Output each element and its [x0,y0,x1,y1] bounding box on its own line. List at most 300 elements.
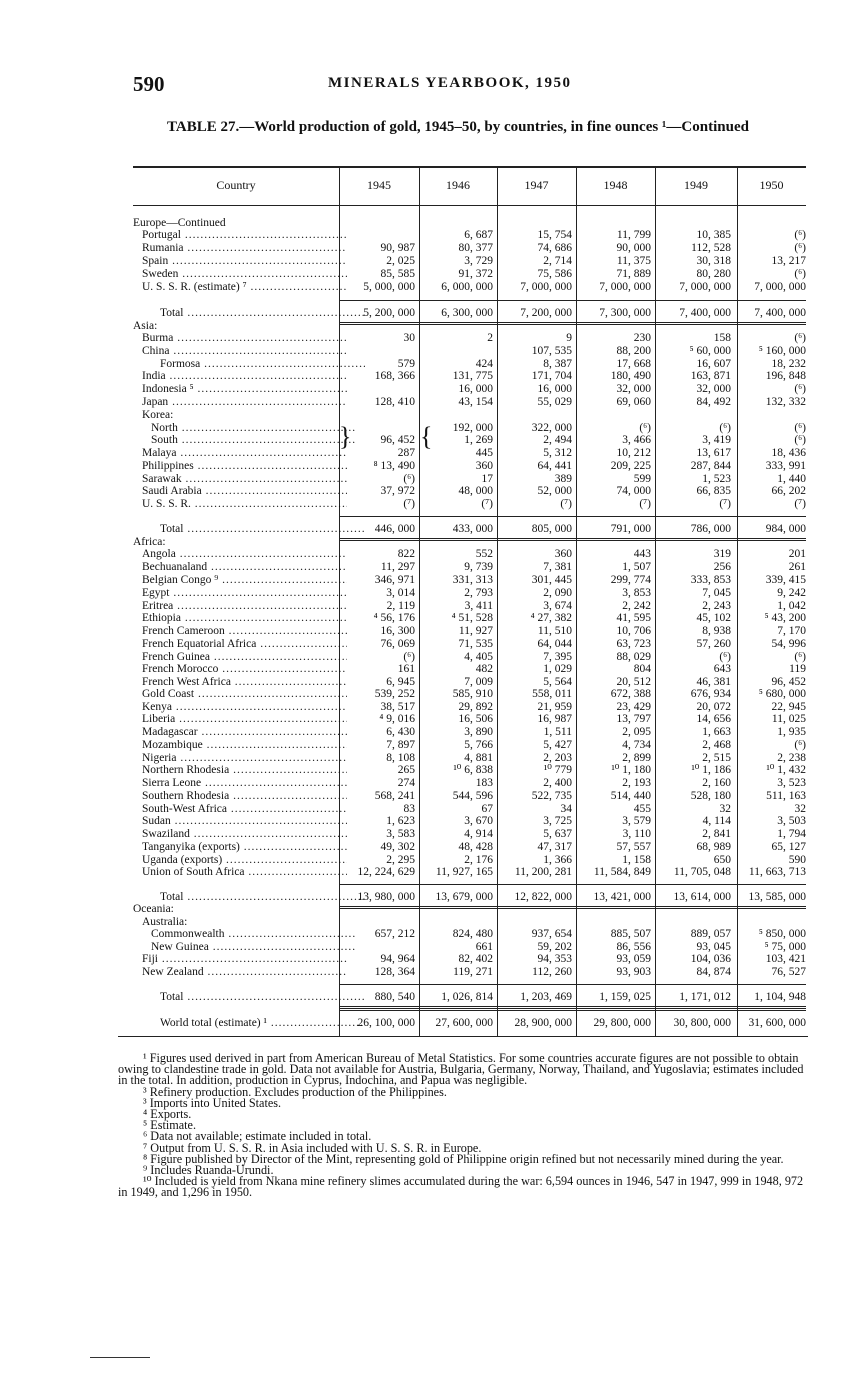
cell-1949: 333, 853 [690,574,731,586]
cell-1949: 20, 072 [696,701,731,713]
cell-1949: 93, 045 [696,941,731,953]
cell-1946: 4, 914 [464,828,493,840]
cell-1950: ⁵ 680, 000 [758,688,806,700]
cell-1946: 3, 890 [464,726,493,738]
total-row [133,523,806,536]
cell-1946: (⁷) [481,498,493,510]
cell-1945: 346, 971 [374,574,415,586]
row-label: Nigeria ..... [133,752,347,765]
cell-1945: 274 [397,777,415,789]
cell-1945: 3, 014 [386,587,415,599]
cell-1947: 12, 822, 000 [514,891,572,903]
cell-1949: 4, 114 [702,815,731,827]
cell-1948: 10, 706 [616,625,651,637]
cell-1949: (⁶) [719,651,731,663]
table-row [133,422,806,435]
cell-1945: 37, 972 [380,485,415,497]
total-double-rule [339,538,806,541]
cell-1947: 11, 200, 281 [514,866,572,878]
table-row [133,688,806,701]
row-label: Belgian Congo ⁹ ..... [133,574,347,587]
cell-1950: 196, 848 [765,370,806,382]
table-row [133,726,806,739]
cell-1948: 13, 797 [616,713,651,725]
cell-1950: (⁶) [794,739,806,751]
row-label: Total ..... [133,991,365,1004]
cell-1945: 880, 540 [374,991,415,1003]
header-year: 1947 [524,178,549,192]
table-row [133,713,806,726]
cell-1948: 1, 159, 025 [599,991,651,1003]
cell-1950: 3, 523 [777,777,806,789]
cell-1946: 3, 670 [464,815,493,827]
cell-1945: 657, 212 [374,928,415,940]
cell-1946: 16, 506 [458,713,493,725]
cell-1945: 5, 000, 000 [363,281,415,293]
cell-1950: 22, 945 [771,701,806,713]
cell-1946: 11, 927, 165 [435,866,493,878]
cell-1950: 66, 202 [771,485,806,497]
row-label: French Guinea ..... [133,651,347,664]
footnote: ⁷ Output from U. S. S. R. in Asia included with U. S. S. R. in Europe. [143,1140,482,1155]
cell-1945: 11, 297 [380,561,415,573]
cell-1946: 67 [481,803,493,815]
cell-1949: ⁵ 60, 000 [689,345,731,357]
cell-1949: 528, 180 [690,790,731,802]
table-row [133,473,806,486]
table-row [133,625,806,638]
table-row [133,587,806,600]
footnote: ³ Refinery production. Excludes production of the Philippines. [143,1084,447,1099]
cell-1949: 16, 607 [696,358,731,370]
cell-1948: 299, 774 [610,574,651,586]
row-label: North ..... [133,422,356,435]
cell-1945: (⁷) [403,498,415,510]
cell-1948: 4, 734 [622,739,651,751]
cell-1949: 84, 492 [696,396,731,408]
cell-1950: 3, 503 [777,815,806,827]
cell-1948: 3, 466 [622,434,651,446]
cell-1946: 7, 009 [464,676,493,688]
cell-1950: 18, 232 [771,358,806,370]
table-row [133,383,806,396]
cell-1948: 11, 799 [616,229,651,241]
cell-1950: 1, 042 [777,600,806,612]
row-label: Australia: [142,916,188,928]
table-row [133,764,806,777]
row-label: Malaya ..... [133,447,347,460]
cell-1950: (⁶) [794,651,806,663]
cell-1949: 80, 280 [696,268,731,280]
cell-1945: 26, 100, 000 [357,1017,415,1029]
cell-1947: 3, 725 [543,815,572,827]
cell-1945: 2, 025 [386,255,415,267]
cell-1949: 676, 934 [690,688,731,700]
cell-1947: 107, 535 [531,345,572,357]
cell-1948: 86, 556 [616,941,651,953]
row-label: French West Africa ..... [133,676,347,689]
cell-1946: 4, 405 [464,651,493,663]
table-row [133,866,806,879]
cell-1949: 13, 614, 000 [673,891,731,903]
cell-1950: ¹⁰ 1, 432 [766,764,806,776]
cell-1948: 13, 421, 000 [593,891,651,903]
cell-1946: 17 [481,473,493,485]
cell-1948: 7, 000, 000 [599,281,651,293]
cell-1947: 64, 441 [537,460,572,472]
cell-1948: (⁷) [639,498,651,510]
total-row [133,891,806,904]
cell-1948: 443 [633,548,651,560]
row-label: Mozambique ..... [133,739,347,752]
total-double-rule [339,1006,806,1009]
row-label: U. S. S. R. ..... [133,498,347,511]
cell-1946: 2, 176 [464,854,493,866]
cell-1948: 1, 507 [622,561,651,573]
table-row [133,739,806,752]
row-label: Oceania: [133,903,174,915]
table-row [133,242,806,255]
cell-1949: 3, 419 [702,434,731,446]
row-label: Spain ..... [133,255,347,268]
cell-1946: 71, 535 [458,638,493,650]
page-bottom-rule [90,1357,150,1358]
cell-1950: 32 [794,803,806,815]
total-double-rule [339,322,806,325]
header-year: 1948 [603,178,628,192]
cell-1949: 57, 260 [696,638,731,650]
cell-1950: (⁶) [794,434,806,446]
cell-1950: (⁶) [794,242,806,254]
cell-1947: 1, 029 [543,663,572,675]
footnote: ⁵ Estimate. [143,1118,196,1133]
row-label: Union of South Africa ..... [133,866,347,879]
cell-1945: 7, 897 [386,739,415,751]
table-top-rule [133,166,806,168]
cell-1945: 16, 300 [380,625,415,637]
cell-1946: 91, 372 [458,268,493,280]
cell-1948: 2, 899 [622,752,651,764]
row-label: Madagascar ..... [133,726,347,739]
cell-1946: 585, 910 [452,688,493,700]
cell-1949: 84, 874 [696,966,731,978]
cell-1946: 82, 402 [458,953,493,965]
table-row [133,790,806,803]
cell-1948: 514, 440 [610,790,651,802]
row-label: World total (estimate) ¹ ..... [133,1017,365,1030]
row-label: Southern Rhodesia ..... [133,790,347,803]
row-label: Northern Rhodesia ..... [133,764,347,777]
row-label: Fiji ..... [133,953,347,966]
table-row [133,953,806,966]
row-label: Indonesia ⁵ ..... [133,383,347,396]
cell-1946: 824, 480 [452,928,493,940]
cell-1946: 1, 269 [464,434,493,446]
cell-1950: 65, 127 [771,841,806,853]
cell-1949: 13, 617 [696,447,731,459]
cell-1946: 16, 000 [458,383,493,395]
cell-1947: 389 [554,473,572,485]
row-label: Kenya ..... [133,701,347,714]
cell-1948: 455 [633,803,651,815]
table-row [133,574,806,587]
cell-1950: 2, 238 [777,752,806,764]
cell-1950: 54, 996 [771,638,806,650]
cell-1950: 339, 415 [765,574,806,586]
cell-1946: 131, 775 [452,370,493,382]
cell-1946: 11, 927 [458,625,493,637]
cell-1945: 76, 069 [380,638,415,650]
cell-1947: 322, 000 [531,422,572,434]
cell-1946: 48, 000 [458,485,493,497]
table-row [133,903,806,916]
cell-1948: 41, 595 [616,612,651,624]
cell-1950: ⁵ 160, 000 [758,345,806,357]
cell-1948: 230 [633,332,651,344]
cell-1950: 13, 217 [771,255,806,267]
cell-1950: 333, 991 [765,460,806,472]
cell-1948: 17, 668 [616,358,651,370]
cell-1946: ¹⁰ 6, 838 [453,764,493,776]
table-row [133,841,806,854]
row-label: South-West Africa ..... [133,803,347,816]
cell-1950: (⁶) [794,229,806,241]
footnote: ⁹ Includes Ruanda-Urundi. [143,1163,274,1178]
page-number: 590 [133,72,165,96]
row-label: New Zealand ..... [133,966,347,979]
table-row [133,370,806,383]
cell-1947: 805, 000 [531,523,572,535]
cell-1949: 1, 171, 012 [679,991,731,1003]
cell-1949: 45, 102 [696,612,731,624]
cell-1949: 66, 835 [696,485,731,497]
cell-1947: 74, 686 [537,242,572,254]
table-row [133,447,806,460]
cell-1947: 7, 200, 000 [520,307,572,319]
footnote: ⁸ Figure published by Director of the Mint, representing gold of Philippine origin refined but not necessarily mined during the year. [143,1151,784,1166]
table-row [133,281,806,294]
cell-1949: 10, 385 [696,229,731,241]
footnote: ⁶ Data not available; estimate included in total. [143,1129,372,1144]
cell-1948: 804 [633,663,651,675]
table-row [133,676,806,689]
cell-1949: 8, 938 [702,625,731,637]
cell-1948: 63, 723 [616,638,651,650]
row-label: Sarawak ..... [133,473,347,486]
cell-1945: 85, 585 [380,268,415,280]
table-row [133,651,806,664]
cell-1949: 30, 318 [696,255,731,267]
cell-1946: 424 [475,358,493,370]
row-label: Bechuanaland ..... [133,561,347,574]
cell-1949: 650 [713,854,731,866]
table-row [133,966,806,979]
row-label: Portugal ..... [133,229,347,242]
running-head: MINERALS YEARBOOK, 1950 [328,75,572,91]
cell-1947: 28, 900, 000 [514,1017,572,1029]
cell-1947: 34 [560,803,572,815]
table-row [133,612,806,625]
cell-1945: 128, 364 [374,966,415,978]
cell-1950: 9, 242 [777,587,806,599]
table-row [133,434,806,447]
cell-1945: (⁶) [403,473,415,485]
cell-1947: 47, 317 [537,841,572,853]
cell-1950: 1, 440 [777,473,806,485]
cell-1950: 7, 000, 000 [754,281,806,293]
cell-1946: 2, 793 [464,587,493,599]
table-row [133,752,806,765]
cell-1946: 331, 313 [452,574,493,586]
footnote: ³ Imports into United States. [143,1095,282,1110]
total-double-rule [339,906,806,909]
footnote: ¹⁰ Included is yield from Nkana mine refinery slimes accumulated during the war: 6,594 ounces in 1946, 547 in 1947, 999 in 1948, 972 in 1949, and 1,296 in 1950. [118,1174,804,1200]
cell-1946: 433, 000 [452,523,493,535]
table-row [133,345,806,358]
row-label: Commonwealth ..... [133,928,356,941]
cell-1945: 2, 119 [386,600,415,612]
row-label: Uganda (exports) ..... [133,854,347,867]
cell-1946: 1, 026, 814 [441,991,493,1003]
cell-1948: 20, 512 [616,676,651,688]
cell-1949: 319 [713,548,731,560]
cell-1949: (⁶) [719,422,731,434]
cell-1947: 937, 654 [531,928,572,940]
cell-1947: 2, 090 [543,587,572,599]
table-row [133,396,806,409]
cell-1947: 5, 564 [543,676,572,688]
cell-1946: 3, 729 [464,255,493,267]
row-label: Japan ..... [133,396,347,409]
row-label: Swaziland ..... [133,828,347,841]
cell-1947: 112, 260 [532,966,572,978]
cell-1946: 482 [475,663,493,675]
cell-1948: 93, 059 [616,953,651,965]
total-rule [339,884,806,885]
table-row [133,916,806,929]
row-label: New Guinea ..... [133,941,356,954]
row-label: Europe—Continued [133,217,226,229]
total-row [133,307,806,320]
cell-1950: 96, 452 [771,676,806,688]
row-label: Total ..... [133,891,365,904]
cell-1946: 4, 881 [464,752,493,764]
table-row [133,803,806,816]
cell-1946: 445 [475,447,493,459]
row-label: Gold Coast ..... [133,688,347,701]
table-row [133,928,806,941]
table-row [133,815,806,828]
cell-1949: 2, 243 [702,600,731,612]
cell-1949: 2, 515 [702,752,731,764]
cell-1948: 2, 193 [622,777,651,789]
table-row [133,498,806,511]
cell-1947: 11, 510 [537,625,572,637]
cell-1948: 3, 853 [622,587,651,599]
cell-1950: 7, 400, 000 [754,307,806,319]
table-row [133,485,806,498]
cell-1945: 6, 430 [386,726,415,738]
cell-1949: 643 [713,663,731,675]
row-label: Asia: [133,320,158,332]
cell-1947: 21, 959 [537,701,572,713]
cell-1945: 539, 252 [374,688,415,700]
row-label: Total ..... [133,523,365,536]
cell-1949: 889, 057 [690,928,731,940]
cell-1947: 2, 203 [543,752,572,764]
cell-1946: 13, 679, 000 [435,891,493,903]
cell-1948: 11, 375 [616,255,651,267]
cell-1947: 94, 353 [537,953,572,965]
cell-1947: 2, 494 [543,434,572,446]
table-row [133,600,806,613]
cell-1947: 16, 000 [537,383,572,395]
total-rule [339,1010,806,1011]
cell-1947: 360 [554,548,572,560]
cell-1945: ⁴ 56, 176 [373,612,415,624]
cell-1949: 158 [713,332,731,344]
cell-1946: 43, 154 [458,396,493,408]
cell-1946: 80, 377 [458,242,493,254]
cell-1947: 1, 366 [543,854,572,866]
cell-1949: 786, 000 [690,523,731,535]
cell-1950: 261 [788,561,806,573]
row-label: Saudi Arabia ..... [133,485,347,498]
cell-1948: 29, 800, 000 [593,1017,651,1029]
cell-1947: 558, 011 [532,688,572,700]
table-row [133,663,806,676]
cell-1948: 74, 000 [616,485,651,497]
total-rule [339,984,806,985]
row-label: India ..... [133,370,347,383]
cell-1946: 6, 687 [464,229,493,241]
row-label: Sierra Leone ..... [133,777,347,790]
row-label: Africa: [133,536,166,548]
cell-1948: (⁶) [639,422,651,434]
cell-1950: 1, 794 [777,828,806,840]
cell-1948: 88, 200 [616,345,651,357]
cell-1950: (⁶) [794,383,806,395]
cell-1947: 55, 029 [537,396,572,408]
cell-1945: 94, 964 [380,953,415,965]
cell-1950: 590 [788,854,806,866]
total-rule [339,300,806,301]
cell-1948: 209, 225 [610,460,651,472]
cell-1946: 360 [475,460,493,472]
cell-1947: 3, 674 [543,600,572,612]
cell-1948: 69, 060 [616,396,651,408]
table-row [133,268,806,281]
cell-1945: 1, 623 [386,815,415,827]
row-label: South ..... [133,434,356,447]
table-bottom-rule [118,1036,808,1037]
table-row [133,217,806,230]
cell-1950: 11, 025 [771,713,806,725]
row-label: Ethiopia ..... [133,612,347,625]
header-year: 1949 [684,178,708,192]
cell-1947: 75, 586 [537,268,572,280]
cell-1947: 5, 637 [543,828,572,840]
table-row [133,409,806,422]
header-year: 1950 [759,178,784,192]
cell-1947: 5, 312 [543,447,572,459]
row-label: Rumania ..... [133,242,347,255]
cell-1947: 522, 735 [531,790,572,802]
row-label: Eritrea ..... [133,600,347,613]
cell-1949: 32, 000 [696,383,731,395]
cell-1946: 183 [475,777,493,789]
cell-1950: (⁶) [794,422,806,434]
